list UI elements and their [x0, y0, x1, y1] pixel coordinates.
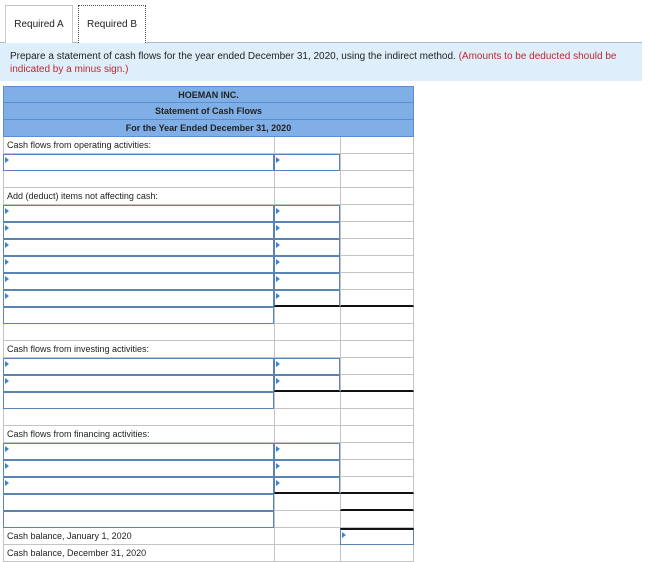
- table-row: [3, 494, 414, 511]
- table-row: [3, 290, 414, 307]
- statement-period: For the Year Ended December 31, 2020: [3, 120, 414, 137]
- amount-input[interactable]: [274, 443, 340, 460]
- table-cell: [274, 545, 340, 562]
- line-item-dropdown[interactable]: [3, 154, 274, 171]
- table-cell: [340, 256, 414, 273]
- table-cell: [3, 324, 274, 341]
- adjustments-section-label: Add (deduct) items not affecting cash:: [3, 188, 274, 205]
- table-cell: [340, 477, 414, 494]
- table-row: [3, 545, 414, 562]
- table-cell: [274, 307, 340, 324]
- beginning-cash-label: Cash balance, January 1, 2020: [3, 528, 274, 545]
- dropdown-arrow-icon: [276, 208, 280, 214]
- amount-input[interactable]: [274, 290, 340, 307]
- investing-section-label: Cash flows from investing activities:: [3, 341, 274, 358]
- dropdown-arrow-icon: [276, 378, 280, 384]
- table-cell: [340, 205, 414, 222]
- instruction-panel: [0, 43, 642, 81]
- table-cell: [274, 341, 340, 358]
- table-cell: [274, 171, 340, 188]
- table-row: [3, 443, 414, 460]
- net-change-line-item-input[interactable]: [3, 511, 274, 528]
- dropdown-arrow-icon: [276, 157, 280, 163]
- table-row: [3, 171, 414, 188]
- dropdown-arrow-icon: [276, 242, 280, 248]
- table-cell: [340, 341, 414, 358]
- line-item-dropdown[interactable]: [3, 477, 274, 494]
- amount-input[interactable]: [274, 358, 340, 375]
- total-line-item-input[interactable]: [3, 494, 274, 511]
- dropdown-arrow-icon: [276, 480, 280, 486]
- table-row: [3, 528, 414, 545]
- table-cell: [340, 273, 414, 290]
- statement-title: Statement of Cash Flows: [3, 103, 414, 120]
- table-cell: [274, 511, 340, 528]
- amount-input[interactable]: [274, 273, 340, 290]
- amount-input[interactable]: [274, 239, 340, 256]
- table-row: [3, 324, 414, 341]
- dropdown-arrow-icon: [5, 446, 9, 452]
- table-cell: [340, 443, 414, 460]
- table-row: [3, 256, 414, 273]
- dropdown-arrow-icon: [5, 480, 9, 486]
- tab-required-b[interactable]: Required B: [78, 5, 146, 43]
- instruction-text: Prepare a statement of cash flows for the year ended December 31, 2020, using the indirect method.: [10, 51, 456, 62]
- amount-input[interactable]: [274, 477, 340, 494]
- table-row: [3, 239, 414, 256]
- dropdown-arrow-icon: [5, 157, 9, 163]
- table-cell: [274, 528, 340, 545]
- total-line-item-input[interactable]: [3, 392, 274, 409]
- table-row: [3, 392, 414, 409]
- table-row: [3, 341, 414, 358]
- table-cell: [340, 511, 414, 528]
- table-cell: [340, 239, 414, 256]
- table-cell: [340, 154, 414, 171]
- dropdown-arrow-icon: [276, 259, 280, 265]
- table-cell: [340, 358, 414, 375]
- table-cell: [274, 324, 340, 341]
- table-row: [3, 222, 414, 239]
- dropdown-arrow-icon: [276, 361, 280, 367]
- table-cell: [340, 409, 414, 426]
- table-row: [3, 426, 414, 443]
- instruction-note: (Amounts to be deducted should be indicated by a minus sign.): [10, 51, 617, 75]
- dropdown-arrow-icon: [276, 446, 280, 452]
- financing-section-label: Cash flows from financing activities:: [3, 426, 274, 443]
- total-line-item-input[interactable]: [3, 307, 274, 324]
- table-row: [3, 477, 414, 494]
- table-cell: [274, 494, 340, 511]
- dropdown-arrow-icon: [276, 293, 280, 299]
- table-row: [3, 188, 414, 205]
- line-item-dropdown[interactable]: [3, 222, 274, 239]
- table-cell: [340, 171, 414, 188]
- dropdown-arrow-icon: [5, 259, 9, 265]
- amount-input[interactable]: [274, 154, 340, 171]
- amount-input[interactable]: [274, 222, 340, 239]
- table-row: [3, 273, 414, 290]
- table-cell: [274, 426, 340, 443]
- line-item-dropdown[interactable]: [3, 358, 274, 375]
- dropdown-arrow-icon: [5, 463, 9, 469]
- dropdown-arrow-icon: [5, 208, 9, 214]
- table-cell: [3, 171, 274, 188]
- table-cell: [340, 460, 414, 477]
- table-cell: [340, 426, 414, 443]
- table-cell: [274, 137, 340, 154]
- dropdown-arrow-icon: [5, 225, 9, 231]
- company-name: HOEMAN INC.: [3, 86, 414, 103]
- table-cell: [340, 324, 414, 341]
- amount-input[interactable]: [274, 460, 340, 477]
- dropdown-arrow-icon: [276, 225, 280, 231]
- line-item-dropdown[interactable]: [3, 290, 274, 307]
- cash-flow-statement: [3, 86, 414, 562]
- table-cell: [274, 392, 340, 409]
- table-cell: [340, 392, 414, 409]
- table-row: [3, 154, 414, 171]
- line-item-dropdown[interactable]: [3, 239, 274, 256]
- table-row: [3, 307, 414, 324]
- table-row: [3, 409, 414, 426]
- line-item-dropdown[interactable]: [3, 205, 274, 222]
- amount-input[interactable]: [274, 256, 340, 273]
- table-cell: [340, 137, 414, 154]
- line-item-dropdown[interactable]: [3, 256, 274, 273]
- table-cell: [340, 290, 414, 307]
- operating-section-label: Cash flows from operating activities:: [3, 137, 274, 154]
- tab-required-a[interactable]: Required A: [5, 5, 73, 43]
- table-cell: [274, 188, 340, 205]
- dropdown-arrow-icon: [5, 293, 9, 299]
- table-row: [3, 511, 414, 528]
- line-item-dropdown[interactable]: [3, 375, 274, 392]
- dropdown-arrow-icon: [5, 361, 9, 367]
- amount-input[interactable]: [274, 375, 340, 392]
- table-row: [3, 375, 414, 392]
- table-cell: [3, 409, 274, 426]
- amount-input[interactable]: [274, 205, 340, 222]
- table-cell: [274, 409, 340, 426]
- line-item-dropdown[interactable]: [3, 460, 274, 477]
- table-row: [3, 358, 414, 375]
- table-cell: [340, 375, 414, 392]
- dropdown-arrow-icon: [5, 378, 9, 384]
- dropdown-arrow-icon: [276, 276, 280, 282]
- tab-bar: [0, 0, 642, 43]
- dropdown-arrow-icon: [5, 276, 9, 282]
- dropdown-arrow-icon: [5, 242, 9, 248]
- table-row: [3, 460, 414, 477]
- table-cell: [340, 307, 414, 324]
- table-cell: [340, 222, 414, 239]
- table-row: [3, 137, 414, 154]
- table-row: [3, 205, 414, 222]
- table-cell: [340, 494, 414, 511]
- ending-cash-value: [340, 545, 414, 562]
- ending-cash-label: Cash balance, December 31, 2020: [3, 545, 274, 562]
- dropdown-arrow-icon: [342, 532, 346, 538]
- table-cell: [340, 188, 414, 205]
- line-item-dropdown[interactable]: [3, 273, 274, 290]
- dropdown-arrow-icon: [276, 463, 280, 469]
- beginning-cash-input[interactable]: [340, 528, 414, 545]
- line-item-dropdown[interactable]: [3, 443, 274, 460]
